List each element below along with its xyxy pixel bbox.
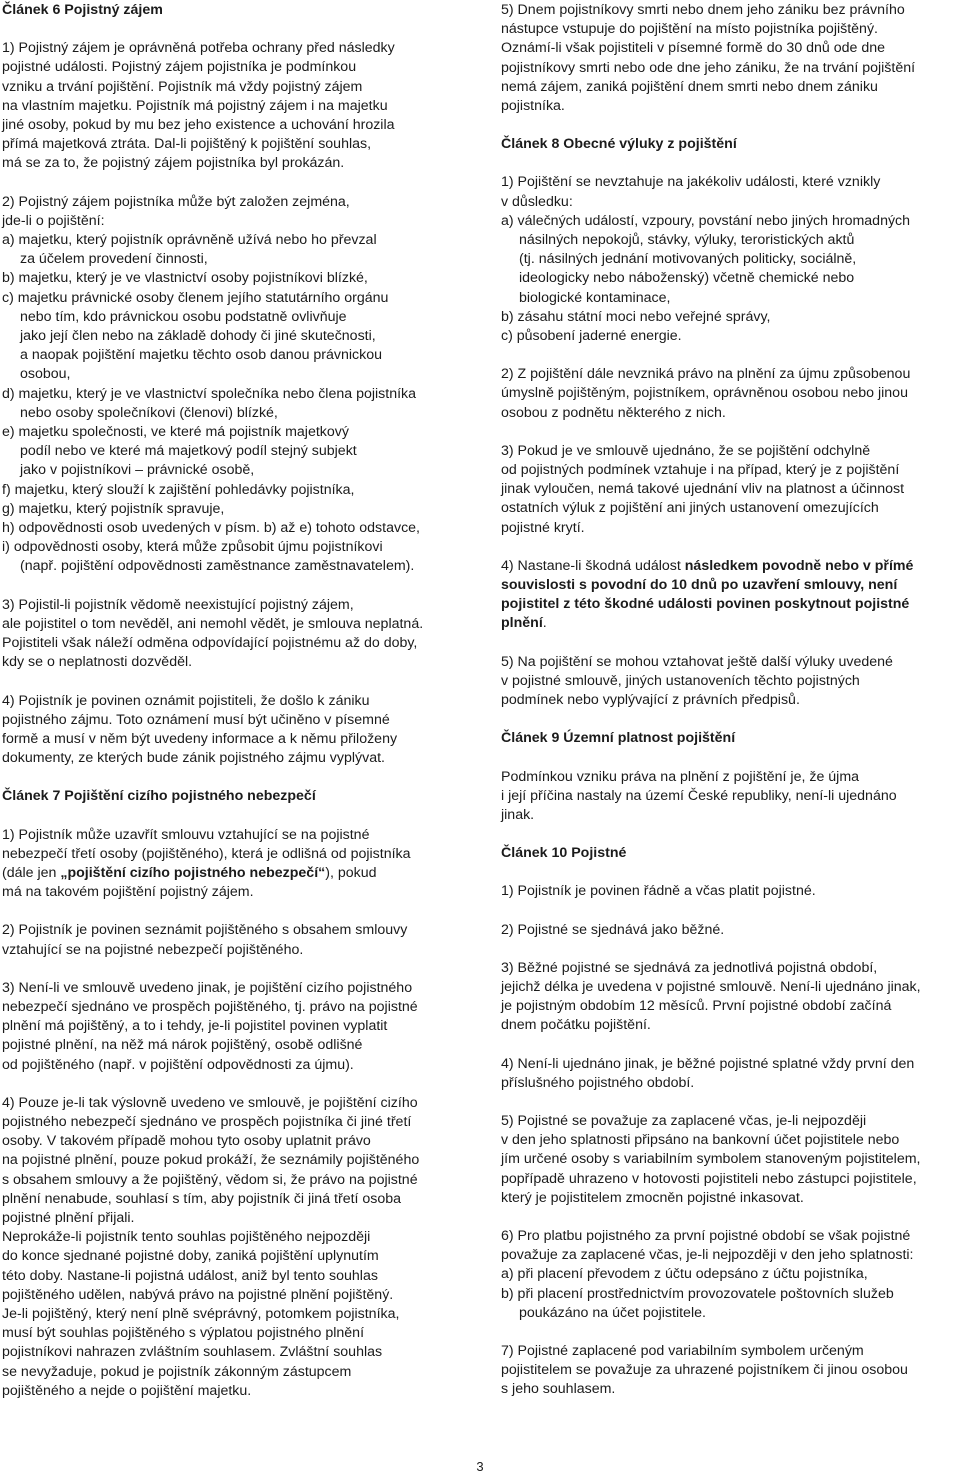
text-line: i její příčina nastaly na území České republiky, není-li ujednáno bbox=[501, 787, 897, 804]
article-10-paragraph-3 bbox=[501, 959, 959, 1036]
text-line: 1) Pojistník je povinen řádně a včas platit pojistné. bbox=[501, 883, 816, 900]
text-line: se nevyžaduje, pokud je pojistník zákonným zástupcem bbox=[2, 1363, 352, 1380]
text-line: nebo tím, kdo právnickou osobu podstatně ovlivňuje bbox=[20, 308, 347, 325]
article-10-paragraph-1 bbox=[501, 882, 959, 901]
article-8-title: Článek 8 Obecné výluky z pojištění bbox=[501, 136, 737, 153]
text-line: a naopak pojištění majetku těchto osob danou právnickou bbox=[20, 347, 383, 364]
text-line: pojištěného udělen, nabývá právo na pojistné plnění pojištěný. bbox=[2, 1286, 394, 1303]
text-line: od pojištěného (např. v pojištění odpovědnosti za újmu). bbox=[2, 1056, 354, 1073]
text-line: a) při placení převodem z účtu odepsáno z účtu pojistníka, bbox=[501, 1266, 868, 1283]
article-10-paragraph-2 bbox=[501, 921, 959, 940]
left-column bbox=[2, 1, 470, 1420]
text-line: 6) Pro platbu pojistného za první pojistné období se však pojistné bbox=[501, 1227, 911, 1244]
article-8-paragraph-3 bbox=[501, 442, 959, 538]
text-line: 4) Pouze je-li tak výslovně uvedeno ve smlouvě, je pojištění cizího bbox=[2, 1094, 418, 1111]
text-line: a) majetku, který pojistník oprávněně užívá nebo ho převzal bbox=[2, 232, 377, 249]
text-line: 1) Pojistný zájem je oprávněná potřeba ochrany před následky bbox=[2, 40, 395, 57]
article-6-paragraph-2 bbox=[2, 193, 470, 577]
article-10-paragraph-6 bbox=[501, 1227, 959, 1323]
text-line: ale pojistitel o tom nevěděl, ani nemohl vědět, je smlouva neplatná. bbox=[2, 615, 424, 632]
text-line: c) majetku právnické osoby členem jejího statutárního orgánu bbox=[2, 289, 389, 306]
text-line: pojistitel z této škodné události povinen poskytnout pojistné bbox=[501, 596, 910, 613]
text-line: popřípadě uhrazeno v hotovosti pojistiteli nebo zástupci pojistitele, bbox=[501, 1170, 917, 1187]
text-line: musí být souhlas pojištěného s výplatou pojistného plnění bbox=[2, 1325, 365, 1342]
text-line: e) majetku společnosti, ve které má pojistník majetkový bbox=[2, 424, 349, 441]
text-line: b) majetku, který je ve vlastnictví osoby pojistníkovi blízké, bbox=[2, 270, 368, 287]
article-7-paragraph-4 bbox=[2, 1094, 470, 1401]
bold-run: plnění bbox=[501, 615, 543, 632]
article-8-paragraph-4 bbox=[501, 557, 959, 634]
article-8-paragraph-5 bbox=[501, 653, 959, 711]
text-line: a) válečných událostí, vzpoury, povstání nebo jiných hromadných bbox=[501, 212, 911, 229]
text-line: Je-li pojištěný, který není plně svéprávný, potomkem pojistníka, bbox=[2, 1305, 400, 1322]
text-line: s jeho souhlasem. bbox=[501, 1381, 616, 1398]
article-10-paragraph-4 bbox=[501, 1055, 959, 1093]
text-line: b) zásahu státní moci nebo veřejné správy, bbox=[501, 308, 771, 325]
article-6-paragraph-3 bbox=[2, 596, 470, 673]
text-line: v pojistné smlouvě, jiných ustanoveních těchto pojistných bbox=[501, 672, 860, 689]
text-line: na pojistné plnění, pouze pokud prokáží, že seznámily pojištěného bbox=[2, 1152, 420, 1169]
text-line: b) při placení prostřednictvím provozovatele poštovních služeb bbox=[501, 1285, 894, 1302]
text-line: v důsledku: bbox=[501, 193, 573, 210]
article-6-paragraph-1 bbox=[2, 39, 470, 173]
text-line: jiné osoby, pokud by mu bez jeho existence a uchování hrozila bbox=[2, 117, 395, 134]
article-7-paragraph-1 bbox=[2, 826, 470, 903]
text-line bbox=[2, 864, 470, 883]
text-line: dnem počátku pojištění. bbox=[501, 1017, 651, 1034]
article-7-paragraph-2 bbox=[2, 921, 470, 959]
text-line: nebezpečí třetí osoby (pojištěného), která je odlišná od pojistníka bbox=[2, 845, 411, 862]
article-9-title: Článek 9 Územní platnost pojištění bbox=[501, 730, 736, 747]
text-line: pojistného zájmu. Toto oznámení musí být učiněno v písemné bbox=[2, 711, 390, 728]
text-line: 2) Pojistný zájem pojistníka může být založen zejména, bbox=[2, 193, 350, 210]
text-line: jinak vyloučen, nemá takové ujednání vliv na platnost a účinnost bbox=[501, 481, 905, 498]
text-line: 7) Pojistné zaplacené pod variabilním symbolem určeným bbox=[501, 1342, 864, 1359]
text-run: (dále jen bbox=[2, 864, 61, 881]
text-line: i) odpovědnosti osoby, která může způsobit újmu pojistníkovi bbox=[2, 539, 383, 556]
text-line: pojistné plnění přijali. bbox=[2, 1209, 135, 1226]
text-line: g) majetku, který pojistník spravuje, bbox=[2, 500, 225, 517]
article-7-paragraph-3 bbox=[2, 979, 470, 1075]
text-line: příslušného pojistného období. bbox=[501, 1074, 695, 1091]
text-line: kdy se o neplatnosti dozvěděl. bbox=[2, 654, 193, 671]
text-line: úmyslně pojištěným, pojistníkem, oprávněnou osobou nebo jinou bbox=[501, 385, 908, 402]
text-line: c) působení jaderné energie. bbox=[501, 328, 682, 345]
text-line: 2) Pojistné se sjednává jako běžné. bbox=[501, 921, 725, 938]
text-line: jde-li o pojištění: bbox=[2, 212, 105, 229]
text-line: má se za to, že pojistný zájem pojistníka byl prokázán. bbox=[2, 155, 345, 172]
text-line: do konce sjednané pojistné doby, zaniká pojištění uplynutím bbox=[2, 1248, 379, 1265]
page-number: 3 bbox=[476, 1459, 484, 1474]
text-line: jejichž délka je uvedena v pojistné smlouvě. Není-li ujednáno jinak, bbox=[501, 978, 921, 995]
text-line bbox=[501, 557, 959, 576]
text-line: 5) Na pojištění se mohou vztahovat ještě další výluky uvedené bbox=[501, 653, 893, 670]
text-line: pojištěného a nejde o pojištění majetku. bbox=[2, 1382, 252, 1399]
text-line: h) odpovědnosti osob uvedených v písm. b) až e) tohoto odstavce, bbox=[2, 520, 420, 537]
text-line: za účelem provedení činnosti, bbox=[20, 251, 208, 268]
text-line: násilných nepokojů, stávky, výluky, teroristických aktů bbox=[519, 232, 855, 249]
article-8-paragraph-2 bbox=[501, 365, 959, 423]
text-line bbox=[501, 614, 959, 633]
text-line: přímá majetková ztráta. Dal-li pojištěný k pojištění souhlas, bbox=[2, 136, 372, 153]
text-line: nebezpečí sjednáno ve prospěch pojištěného, tj. právo na pojistné bbox=[2, 998, 418, 1015]
text-line: jako její člen nebo na základě dohody či jiné skutečnosti, bbox=[20, 328, 376, 345]
text-line: (např. pojištění odpovědnosti zaměstnance zaměstnavatelem). bbox=[20, 558, 415, 575]
text-line: Pojistiteli však náleží odměna odpovídající pojistnému až do doby, bbox=[2, 635, 418, 652]
text-line: 4) Není-li ujednáno jinak, je běžné pojistné splatné vždy první den bbox=[501, 1055, 915, 1072]
article-9-paragraph-1 bbox=[501, 768, 959, 826]
text-line: této doby. Nastane-li pojistná událost, aniž byl tento souhlas bbox=[2, 1267, 378, 1284]
text-line: je pojistným obdobím 12 měsíců. První pojistné období začíná bbox=[501, 998, 892, 1015]
text-line: pojistné krytí. bbox=[501, 519, 585, 536]
text-line: poukázáno na účet pojistitele. bbox=[519, 1304, 706, 1321]
text-line: podíl nebo ve které má majetkový podíl stejný subjekt bbox=[20, 443, 357, 460]
article-6-title: Článek 6 Pojistný zájem bbox=[2, 2, 163, 18]
text-line: pojistné události. Pojistný zájem pojistníka je podmínkou bbox=[2, 59, 357, 76]
text-line: pojistitelem se považuje za uhrazené pojistníkem či jinou osobou bbox=[501, 1362, 908, 1379]
text-line: na vlastním majetku. Pojistník má pojistný zájem i na majetku bbox=[2, 97, 388, 114]
article-10-title: Článek 10 Pojistné bbox=[501, 845, 627, 862]
text-line: nástupce vstupuje do pojištění na místo pojistníka pojištěný. bbox=[501, 21, 878, 38]
text-line: vzniku a trvání pojištění. Pojistník má vždy pojistný zájem bbox=[2, 78, 363, 95]
text-line: ostatních výluk z pojištění ani jiných ustanovení omezujících bbox=[501, 500, 879, 517]
text-line: 1) Pojistník může uzavřít smlouvu vztahující se na pojistné bbox=[2, 826, 370, 843]
text-line: pojistníka. bbox=[501, 98, 565, 115]
text-line: má na takovém pojištění pojistný zájem. bbox=[2, 884, 254, 901]
article-10-paragraph-7 bbox=[501, 1342, 959, 1400]
text-line: Neprokáže-li pojistník tento souhlas pojištěného nejpozději bbox=[2, 1229, 371, 1246]
text-line: nebo osoby společníkovi (členovi) blízké, bbox=[20, 404, 278, 421]
text-line: 5) Dnem pojistníkovy smrti nebo dnem jeho zániku bez právního bbox=[501, 2, 905, 18]
text-line: který je pojistitelem zmocněn pojistné inkasovat. bbox=[501, 1189, 804, 1206]
text-line: osobou z podnětu některého z nich. bbox=[501, 404, 726, 421]
text-line: biologické kontaminace, bbox=[519, 289, 671, 306]
text-line: v den jeho splatnosti připsáno na bankovní účet pojistitele nebo bbox=[501, 1132, 900, 1149]
defined-term: „pojištění cizího pojistného nebezpečí“ bbox=[60, 864, 326, 881]
article-10-paragraph-5 bbox=[501, 1112, 959, 1208]
text-line: pojistníkovy smrti nebo ode dne jeho zániku, že na trvání pojištění bbox=[501, 59, 916, 76]
text-run: ), pokud bbox=[325, 864, 377, 881]
text-line: pojistné plnění, na něž má nárok pojištěný, osobě odlišné bbox=[2, 1037, 363, 1054]
text-line: 2) Pojistník je povinen seznámit pojištěného s obsahem smlouvy bbox=[2, 922, 408, 939]
text-line: osoby. V takovém případě mohou tyto osoby uplatnit právo bbox=[2, 1133, 371, 1150]
text-line: f) majetku, který slouží k zajištění pohledávky pojistníka, bbox=[2, 481, 355, 498]
text-line: jako v pojistníkovi – právnické osobě, bbox=[20, 462, 255, 479]
article-8-paragraph-1 bbox=[501, 173, 959, 346]
text-line: Podmínkou vzniku práva na plnění z pojištění je, že újma bbox=[501, 768, 860, 785]
article-7-title: Článek 7 Pojištění cizího pojistného nebezpečí bbox=[2, 788, 316, 805]
text-line: od pojistných podmínek vztahuje i na případ, který je z pojištění bbox=[501, 462, 900, 479]
text-line: 1) Pojištění se nevztahuje na jakékoliv události, které vznikly bbox=[501, 174, 881, 191]
text-line: 3) Pokud je ve smlouvě ujednáno, že se pojištění odchylně bbox=[501, 442, 871, 459]
text-line: plnění má pojištěný, a to i tehdy, je-li pojistitel povinen vyplatit bbox=[2, 1018, 388, 1035]
text-line: považuje za zaplacené včas, je-li nejpozději v den jeho splatnosti: bbox=[501, 1247, 914, 1264]
bold-run: následkem povodně nebo v přímé bbox=[684, 557, 914, 574]
text-line: podmínek nebo vyplývající z právních předpisů. bbox=[501, 692, 800, 709]
text-line: 3) Není-li ve smlouvě uvedeno jinak, je pojištění cizího pojistného bbox=[2, 979, 413, 996]
text-line: 3) Pojistil-li pojistník vědomě neexistující pojistný zájem, bbox=[2, 596, 354, 613]
text-run: 4) Nastane-li škodná událost bbox=[501, 557, 685, 574]
text-line: 2) Z pojištění dále nevzniká právo na plnění za újmu způsobenou bbox=[501, 366, 911, 383]
text-line: osobou, bbox=[20, 366, 71, 383]
text-line: ideologicky nebo náboženský) včetně chemické nebo bbox=[519, 270, 855, 287]
right-column bbox=[501, 1, 959, 1419]
text-line: pojistného nebezpečí sjednáno ve prospěch pojistníka či jiné třetí bbox=[2, 1113, 412, 1130]
article-6-paragraph-5 bbox=[501, 1, 959, 116]
text-line: souvislosti s povodní do 10 dnů po uzavření smlouvy, není bbox=[501, 577, 898, 594]
text-line: formě a musí v něm být uvedeny informace a k němu přiloženy bbox=[2, 730, 398, 747]
text-line: 4) Pojistník je povinen oznámit pojistiteli, že došlo k zániku bbox=[2, 692, 370, 709]
text-line: (tj. násilných jednání motivovaných politicky, sociálně, bbox=[519, 251, 857, 268]
text-run: . bbox=[542, 615, 547, 632]
text-line: nemá zájem, zaniká pojištění dnem smrti nebo dnem zániku bbox=[501, 78, 878, 95]
text-line: jinak. bbox=[501, 806, 535, 823]
text-line: d) majetku, který je ve vlastnictví společníka nebo člena pojistníka bbox=[2, 385, 417, 402]
text-line: 5) Pojistné se považuje za zaplacené včas, je-li nejpozději bbox=[501, 1112, 867, 1129]
text-line: dokumenty, ze kterých bude zánik pojistného zájmu vyplývat. bbox=[2, 750, 385, 767]
article-6-paragraph-4 bbox=[2, 692, 470, 769]
text-line: pojistníkovi nahrazen zvláštním souhlasem. Zvláštní souhlas bbox=[2, 1344, 383, 1361]
text-line: 3) Běžné pojistné se sjednává za jednotlivá pojistná období, bbox=[501, 959, 878, 976]
text-line: jím určené osoby s variabilním symbolem stanoveným pojistitelem, bbox=[501, 1151, 921, 1168]
text-line: Oznámí-li však pojistiteli v písemné formě do 30 dnů ode dne bbox=[501, 40, 886, 57]
text-line: s obsahem smlouvy a že pojištěný, vědom si, že právo na pojistné bbox=[2, 1171, 418, 1188]
text-line: plnění nenabude, souhlasí s tím, aby pojistník či jiná třetí osoba bbox=[2, 1190, 402, 1207]
text-line: vztahující se na pojistné nebezpečí pojištěného. bbox=[2, 941, 304, 958]
